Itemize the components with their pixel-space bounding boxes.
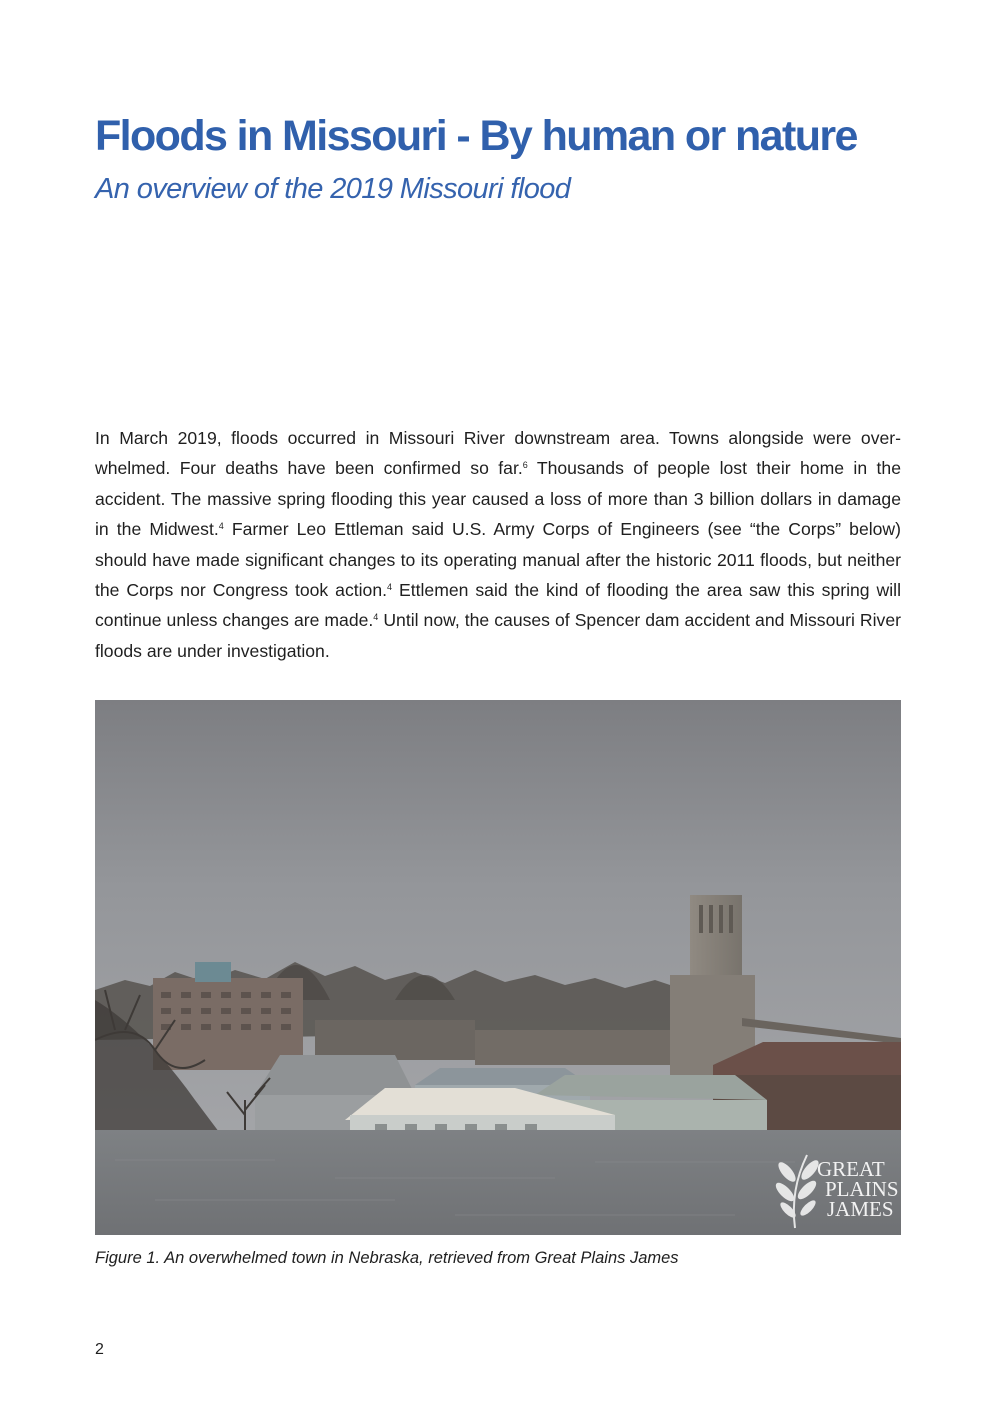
body-sentence: Ettlemen said the kind of flooding the area saw this spring will continue unless changes are made.: [95, 580, 901, 631]
footnote-ref: 4: [387, 582, 393, 593]
watermark-line-3: JAMES: [827, 1197, 894, 1221]
body-sentence: Farmer Leo Ettleman said U.S. Army Corps of Engineers (see “the Corps” below) should have made significant changes to its operating manual after the historic 2011 floods, but neither the Corps nor Congress took action.: [95, 519, 901, 601]
body-paragraph: [95, 423, 901, 666]
body-sentence: Until now, the causes of Spencer dam accident and Missouri River floods are under investigation.: [95, 610, 901, 661]
page-number: 2: [95, 1341, 104, 1358]
figure-caption: Figure 1. An overwhelmed town in Nebraska, retrieved from Great Plains James: [95, 1249, 679, 1267]
watermark-line-2: PLAINS: [825, 1177, 899, 1201]
flood-photo: [95, 700, 901, 1235]
footnote-ref: 4: [218, 521, 224, 532]
footnote-ref: 6: [522, 460, 528, 471]
document-subtitle: An overview of the 2019 Missouri flood: [95, 173, 571, 205]
document-title: Floods in Missouri - By human or nature: [95, 112, 857, 160]
body-sentence: Thousands of people lost their home in the accident. The massive spring flooding this year caused a loss of more than 3 billion dollars in damage in the Midwest.: [95, 458, 901, 540]
watermark-line-1: GREAT: [817, 1157, 885, 1181]
footnote-ref: 4: [373, 612, 379, 623]
body-sentence: In March 2019, floods occurred in Missouri River downstream area. Towns alongside were over-whelmed. Four deaths have been confirmed so far.: [95, 428, 901, 479]
